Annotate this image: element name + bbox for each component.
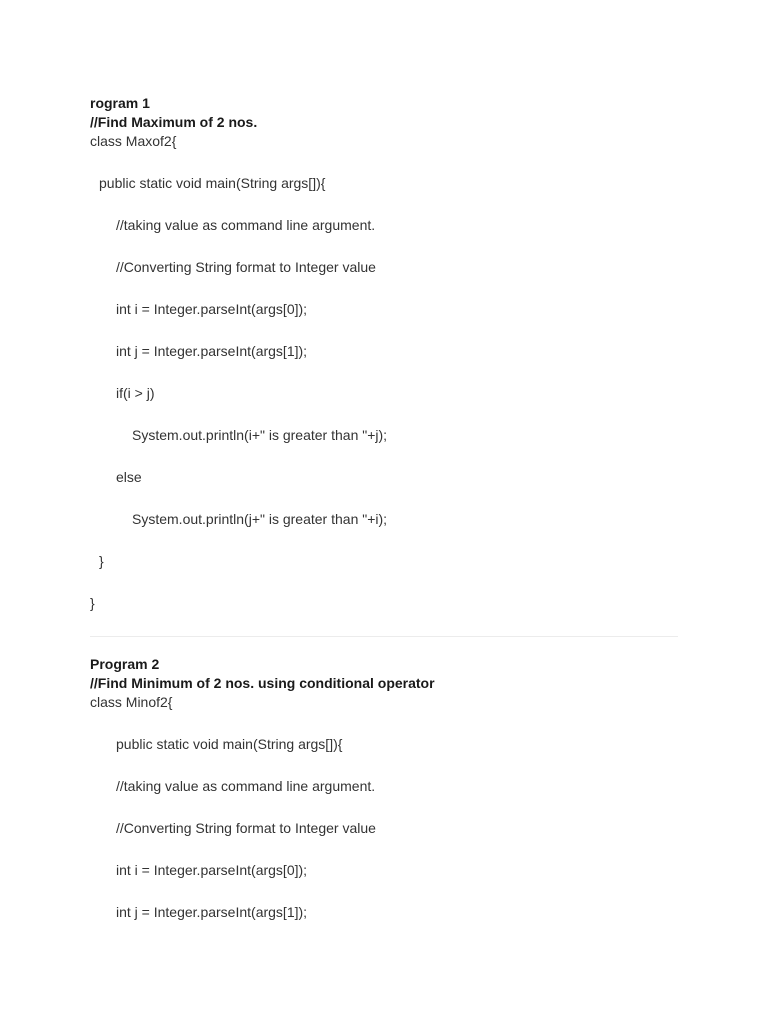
program-2-section xyxy=(90,655,680,922)
program-2-code xyxy=(90,735,680,922)
code-line: public static void main(String args[]){ xyxy=(116,736,343,752)
code-line: if(i > j) xyxy=(116,385,155,401)
code-line: int j = Integer.parseInt(args[1]); xyxy=(116,904,308,920)
section-divider xyxy=(90,636,678,637)
program-2-class-line: class Minof2{ xyxy=(90,694,173,710)
code-line: System.out.println(i+" is greater than "+j); xyxy=(132,427,388,443)
code-line: //Converting String format to Integer value xyxy=(116,259,376,275)
code-line: int j = Integer.parseInt(args[1]); xyxy=(116,343,308,359)
code-line: int i = Integer.parseInt(args[0]); xyxy=(116,862,308,878)
code-line: public static void main(String args[]){ xyxy=(99,175,326,191)
program-1-class-line: class Maxof2{ xyxy=(90,133,177,149)
code-line: //taking value as command line argument. xyxy=(116,217,376,233)
code-line: //taking value as command line argument. xyxy=(116,778,376,794)
code-line: int i = Integer.parseInt(args[0]); xyxy=(116,301,308,317)
code-line: } xyxy=(90,595,95,611)
code-line: else xyxy=(116,469,142,485)
program-1-title: rogram 1 xyxy=(90,95,150,111)
program-1-comment: //Find Maximum of 2 nos. xyxy=(90,114,258,130)
code-line: System.out.println(j+" is greater than "+i); xyxy=(132,511,388,527)
program-1-code xyxy=(90,174,680,613)
program-1-section xyxy=(90,94,680,613)
code-line: //Converting String format to Integer value xyxy=(116,820,376,836)
code-line: } xyxy=(99,553,104,569)
program-2-comment: //Find Minimum of 2 nos. using conditional operator xyxy=(90,675,435,691)
program-2-title: Program 2 xyxy=(90,656,160,672)
